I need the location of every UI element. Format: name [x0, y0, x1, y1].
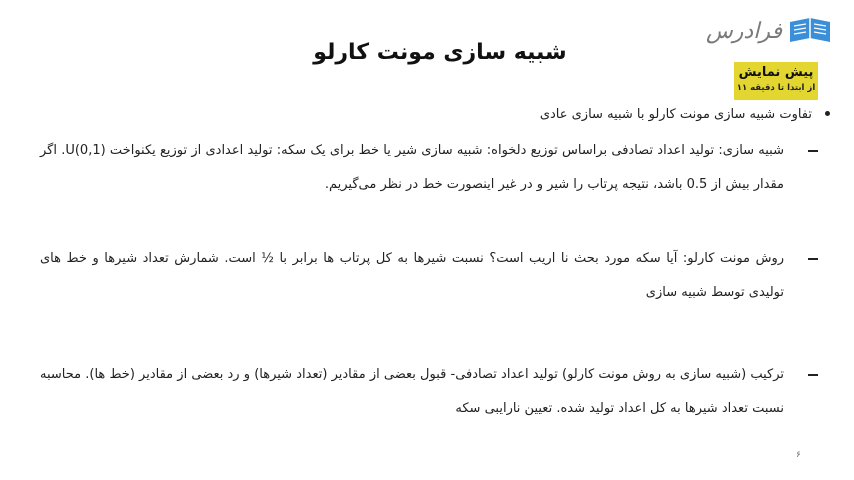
sub-item-text: ترکیب (شبیه سازی به روش مونت کارلو) تولید اعداد تصادفی- قبول بعضی از مقادیر (تعداد شیرها) و رد بعضی از مقادیر (خط ها). محاسبه نسبت تعداد شیرها به کل اعداد تولید شده. تعیین نارایبی سکه — [40, 367, 784, 416]
page-number: ۶ — [796, 450, 801, 460]
brand-logo — [706, 16, 832, 46]
sub-item — [40, 134, 830, 202]
bullet-dot-icon — [825, 111, 830, 116]
sub-item — [40, 242, 830, 310]
preview-badge-title: پیش نمایش — [738, 65, 814, 80]
main-bullet-text: تفاوت شبیه سازی مونت کارلو با شبیه سازی عادی — [539, 107, 812, 122]
preview-badge — [734, 62, 818, 100]
book-icon — [788, 16, 832, 46]
dash-icon — [808, 374, 818, 376]
dash-icon — [808, 258, 818, 260]
preview-badge-subtitle: از ابتدا تا دقیقه ۱۱ — [736, 83, 816, 93]
sub-item-text: روش مونت کارلو: آیا سکه مورد بحث نا اریب است؟ نسبت شیرها به کل پرتاب ها برابر با ½ است. شمارش تعداد شیرها و خط های تولیدی توسط شبیه سازی — [40, 251, 784, 300]
logo-text: فرادرس — [705, 18, 782, 44]
sub-item — [40, 358, 830, 426]
sub-item-text: شبیه سازی: تولید اعداد تصادفی براساس توزیع دلخواه: شبیه سازی شیر یا خط برای یک سکه: تولید اعدادی از توزیع یکنواخت U(0,1). اگر مقدار بیش از 0.5 باشد، نتیجه پرتاب را شیر و در غیر اینصورت خط در نظر می‌گیریم. — [40, 143, 784, 192]
slide-title: شبیه سازی مونت کارلو — [313, 40, 567, 65]
slide-content — [40, 104, 830, 426]
main-bullet — [40, 104, 830, 134]
dash-icon — [808, 150, 818, 152]
